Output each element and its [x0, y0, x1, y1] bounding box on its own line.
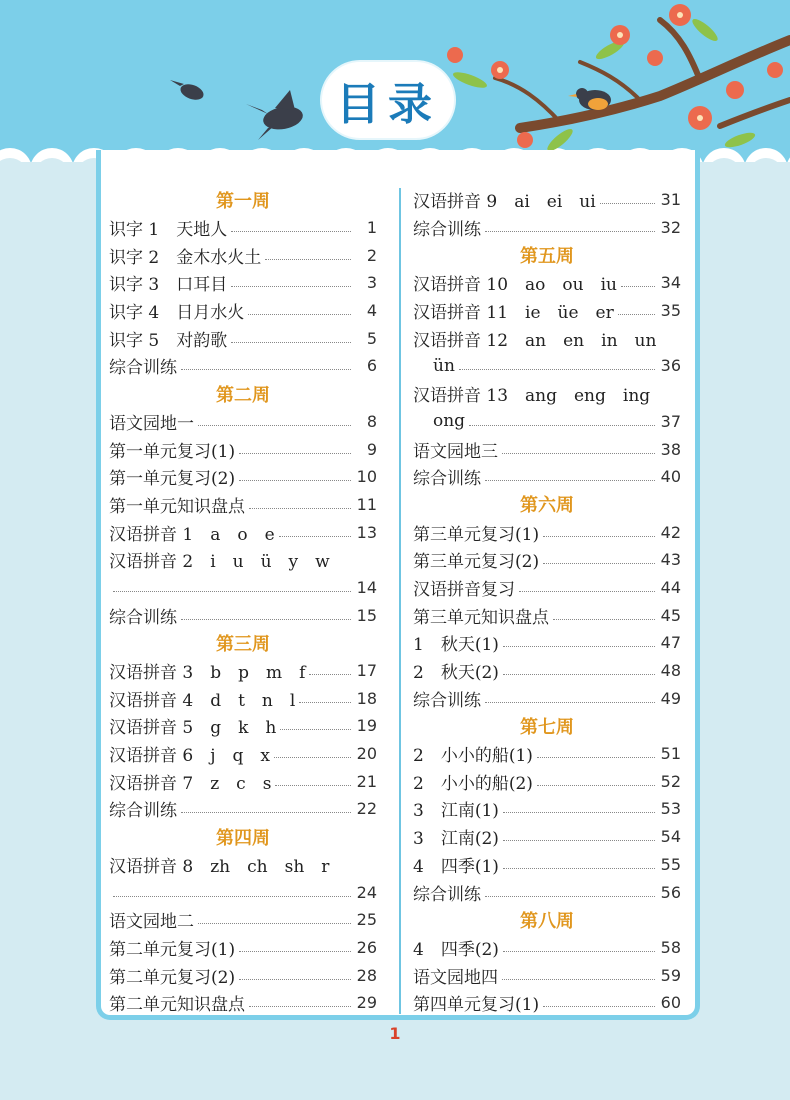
toc-entry[interactable]	[413, 657, 681, 685]
toc-entry-page: 13	[356, 522, 377, 542]
toc-entry-page: 1	[366, 218, 377, 238]
toc-entry[interactable]	[109, 574, 377, 602]
toc-entry-label: 识字 1 天地人	[109, 220, 228, 241]
toc-entry-page: 42	[660, 522, 681, 542]
toc-entry-label: 第三单元复习(2)	[413, 552, 540, 573]
toc-entry[interactable]	[109, 684, 377, 712]
toc-entry-label: 2 小小的船(1)	[413, 746, 533, 767]
toc-entry-label: 第三单元知识盘点	[413, 607, 549, 628]
dotted-leader	[503, 812, 655, 813]
toc-entry-page: 11	[356, 494, 377, 514]
toc-entry[interactable]	[109, 435, 377, 463]
toc-entry[interactable]	[109, 601, 377, 629]
dotted-leader	[249, 1006, 351, 1007]
dotted-leader	[231, 231, 351, 232]
toc-entry[interactable]	[109, 463, 377, 491]
toc-entry[interactable]	[413, 214, 681, 242]
dotted-leader	[600, 203, 655, 204]
toc-entry-page: 22	[356, 799, 377, 819]
toc-entry-page: 9	[366, 439, 377, 459]
toc-entry-page: 58	[660, 937, 681, 957]
toc-entry-page: 45	[660, 605, 681, 625]
toc-entry[interactable]	[413, 795, 681, 823]
toc-entry-label: 综合训练	[109, 801, 177, 822]
toc-entry[interactable]	[413, 546, 681, 574]
toc-entry-label: 第三单元复习(1)	[413, 524, 540, 545]
dotted-leader	[239, 979, 351, 980]
toc-entry[interactable]	[109, 214, 377, 242]
dotted-leader	[181, 812, 351, 813]
toc-entry[interactable]	[109, 269, 377, 297]
toc-entry[interactable]	[413, 989, 681, 1017]
toc-entry-label: 2 小小的船(2)	[413, 773, 533, 794]
toc-entry-label: 3 江南(2)	[413, 829, 499, 850]
toc-entry-page: 43	[660, 550, 681, 570]
dotted-leader	[553, 619, 655, 620]
toc-entry-label: 综合训练	[109, 358, 177, 379]
toc-entry[interactable]	[109, 657, 377, 685]
dotted-leader	[249, 508, 351, 509]
toc-entry-page: 20	[356, 744, 377, 764]
toc-entry[interactable]	[109, 408, 377, 436]
toc-entry[interactable]	[109, 851, 377, 879]
dotted-leader	[248, 314, 351, 315]
dotted-leader	[543, 536, 655, 537]
toc-entry[interactable]	[109, 352, 377, 380]
toc-entry[interactable]	[109, 324, 377, 352]
toc-entry-label: 综合训练	[413, 220, 481, 241]
toc-entry-page: 5	[366, 328, 377, 348]
dotted-leader	[181, 619, 351, 620]
toc-entry-label: 第一单元知识盘点	[109, 496, 245, 517]
dotted-leader	[274, 757, 351, 758]
dotted-leader	[502, 979, 655, 980]
toc-entry-label: 汉语拼音 12 an en in un	[413, 330, 657, 351]
toc-entry-page: 49	[660, 688, 681, 708]
toc-entry[interactable]	[109, 878, 377, 906]
toc-entry-label: 综合训练	[109, 607, 177, 628]
toc-entry-page: 60	[660, 993, 681, 1013]
toc-entry[interactable]	[413, 823, 681, 851]
toc-entry-label: ong	[433, 411, 466, 432]
toc-entry-page: 2	[366, 245, 377, 265]
week-heading-text: 第三周	[216, 633, 270, 655]
dotted-leader	[503, 840, 655, 841]
dotted-leader	[239, 480, 351, 481]
dotted-leader	[537, 785, 655, 786]
toc-entry-page: 53	[660, 799, 681, 819]
toc-entry-label: 汉语拼音复习	[413, 579, 515, 600]
toc-entry-label: 汉语拼音 3 b p m f	[109, 663, 306, 684]
toc-entry-label: 2 秋天(2)	[413, 663, 499, 684]
toc-entry-page: 32	[660, 218, 681, 238]
week-heading-text: 第四周	[216, 827, 270, 849]
toc-entry-label: 语文园地三	[413, 441, 498, 462]
dotted-leader	[469, 425, 655, 426]
toc-entry[interactable]	[413, 269, 681, 297]
toc-entry-page: 17	[356, 661, 377, 681]
dotted-leader	[485, 896, 655, 897]
toc-entry-label: 语文园地二	[109, 912, 194, 933]
toc-entry-label: 第一单元复习(2)	[109, 469, 236, 490]
week-heading	[413, 241, 681, 269]
week-heading-text: 第六周	[520, 495, 574, 517]
toc-entry-label: 第二单元知识盘点	[109, 995, 245, 1016]
toc-entry[interactable]	[109, 934, 377, 962]
toc-entry[interactable]	[109, 546, 377, 574]
dotted-leader	[309, 674, 350, 675]
toc-entry-label: 语文园地一	[109, 413, 194, 434]
toc-entry-label: 汉语拼音 13 ang eng ing	[413, 386, 651, 407]
toc-entry[interactable]	[413, 961, 681, 989]
toc-entry[interactable]	[109, 297, 377, 325]
toc-entry[interactable]	[413, 408, 681, 436]
page-title: 目录	[336, 79, 440, 130]
toc-entry-label: 识字 2 金木水火土	[109, 247, 262, 268]
toc-entry-page: 37	[660, 411, 681, 431]
dotted-leader	[279, 536, 351, 537]
week-heading	[109, 380, 377, 408]
toc-entry-page: 59	[660, 965, 681, 985]
toc-entry[interactable]	[413, 518, 681, 546]
week-heading-text: 第一周	[216, 190, 270, 212]
toc-entry[interactable]	[413, 601, 681, 629]
toc-entry-page: 14	[356, 577, 377, 597]
toc-entry[interactable]	[413, 324, 681, 352]
toc-entry-label: 4 四季(2)	[413, 939, 499, 960]
week-heading	[109, 186, 377, 214]
toc-entry-label: 识字 3 口耳目	[109, 275, 228, 296]
dotted-leader	[485, 231, 655, 232]
week-heading	[413, 491, 681, 519]
toc-entry-page: 10	[356, 467, 377, 487]
toc-entry-page: 15	[356, 605, 377, 625]
toc-entry-label: 汉语拼音 2 i u ü y w	[109, 552, 330, 573]
toc-entry[interactable]	[413, 684, 681, 712]
dotted-leader	[502, 453, 655, 454]
week-heading-text: 第八周	[520, 910, 574, 932]
toc-entry-label: 语文园地四	[413, 967, 498, 988]
toc-entry-page: 47	[660, 633, 681, 653]
toc-entry-page: 26	[356, 937, 377, 957]
toc-entry-page: 28	[356, 965, 377, 985]
toc-entry-page: 4	[366, 301, 377, 321]
toc-entry-page: 44	[660, 577, 681, 597]
toc-entry-label: 综合训练	[413, 884, 481, 905]
toc-entry[interactable]	[109, 906, 377, 934]
dotted-leader	[503, 674, 655, 675]
toc-entry[interactable]	[413, 878, 681, 906]
toc-entry-label: 1 秋天(1)	[413, 635, 499, 656]
toc-entry-label: 汉语拼音 11 ie üe er	[413, 303, 614, 324]
toc-entry-page: 55	[660, 854, 681, 874]
toc-entry-page: 6	[366, 356, 377, 376]
toc-entry[interactable]	[413, 463, 681, 491]
toc-entry-page: 38	[660, 439, 681, 459]
toc-entry[interactable]	[413, 934, 681, 962]
toc-entry-page: 29	[356, 993, 377, 1013]
toc-entry-label: 汉语拼音 4 d t n l	[109, 690, 296, 711]
dotted-leader	[198, 425, 351, 426]
toc-entry-label: 汉语拼音 1 a o e	[109, 524, 275, 545]
dotted-leader	[239, 453, 351, 454]
toc-entry-label: 汉语拼音 6 j q x	[109, 746, 270, 767]
toc-entry-page: 19	[356, 716, 377, 736]
dotted-leader	[503, 951, 655, 952]
dotted-leader	[265, 259, 351, 260]
dotted-leader	[113, 591, 351, 592]
toc-entry-label: 汉语拼音 5 g k h	[109, 718, 277, 739]
title-badge	[322, 62, 454, 138]
toc-entry-page: 3	[366, 273, 377, 293]
toc-entry-page: 35	[660, 301, 681, 321]
toc-left-column	[109, 186, 377, 1017]
dotted-leader	[485, 702, 655, 703]
toc-entry[interactable]	[109, 989, 377, 1017]
dotted-leader	[485, 480, 655, 481]
toc-entry-page: 54	[660, 827, 681, 847]
dotted-leader	[239, 951, 351, 952]
toc-entry[interactable]	[109, 740, 377, 768]
toc-entry-page: 34	[660, 273, 681, 293]
toc-entry[interactable]	[109, 491, 377, 519]
toc-entry-page: 48	[660, 661, 681, 681]
dotted-leader	[275, 785, 350, 786]
week-heading	[413, 712, 681, 740]
toc-entry[interactable]	[413, 186, 681, 214]
toc-entry-label: 识字 4 日月水火	[109, 303, 245, 324]
week-heading	[109, 823, 377, 851]
dotted-leader	[503, 868, 655, 869]
toc-entry[interactable]	[109, 795, 377, 823]
toc-entry-page: 51	[660, 744, 681, 764]
toc-entry[interactable]	[413, 435, 681, 463]
toc-entry-label: 汉语拼音 7 z c s	[109, 773, 272, 794]
toc-entry-label: 识字 5 对韵歌	[109, 330, 228, 351]
toc-entry-page: 52	[660, 771, 681, 791]
toc-entry-label: 综合训练	[413, 690, 481, 711]
toc-entry-label: 第二单元复习(2)	[109, 967, 236, 988]
dotted-leader	[280, 729, 350, 730]
week-heading-text: 第七周	[520, 716, 574, 738]
toc-entry-label: 综合训练	[413, 469, 481, 490]
toc-entry[interactable]	[413, 767, 681, 795]
dotted-leader	[459, 369, 655, 370]
dotted-leader	[231, 342, 351, 343]
page-number: 1	[389, 1024, 401, 1043]
toc-right-column	[413, 186, 681, 1017]
week-heading	[413, 906, 681, 934]
toc-entry-page: 8	[366, 411, 377, 431]
toc-entry[interactable]	[413, 740, 681, 768]
dotted-leader	[537, 757, 655, 758]
dotted-leader	[618, 314, 655, 315]
week-heading-text: 第五周	[520, 246, 574, 268]
toc-entry-page: 18	[356, 688, 377, 708]
dotted-leader	[113, 896, 351, 897]
week-heading	[109, 629, 377, 657]
toc-entry-label: 第二单元复习(1)	[109, 939, 236, 960]
toc-entry[interactable]	[413, 851, 681, 879]
toc-entry-page: 21	[356, 771, 377, 791]
dotted-leader	[181, 369, 351, 370]
toc-entry[interactable]	[109, 767, 377, 795]
toc-entry-label: 汉语拼音 8 zh ch sh r	[109, 856, 330, 877]
toc-entry[interactable]	[413, 297, 681, 325]
column-divider	[399, 188, 401, 1014]
toc-entry-label: 汉语拼音 10 ao ou iu	[413, 275, 617, 296]
dotted-leader	[198, 923, 351, 924]
toc-entry-label: 汉语拼音 9 ai ei ui	[413, 192, 596, 213]
week-heading-text: 第二周	[216, 384, 270, 406]
toc-entry-page: 36	[660, 356, 681, 376]
dotted-leader	[519, 591, 655, 592]
toc-entry[interactable]	[109, 961, 377, 989]
dotted-leader	[543, 1006, 655, 1007]
dotted-leader	[621, 286, 655, 287]
toc-entry-label: ün	[433, 355, 455, 376]
toc-entry[interactable]	[109, 241, 377, 269]
toc-entry-page: 25	[356, 910, 377, 930]
dotted-leader	[503, 646, 655, 647]
toc-entry-page: 56	[660, 882, 681, 902]
toc-entry[interactable]	[109, 518, 377, 546]
dotted-leader	[543, 563, 655, 564]
toc-entry-label: 第一单元复习(1)	[109, 441, 236, 462]
toc-entry[interactable]	[413, 352, 681, 380]
toc-entry-label: 4 四季(1)	[413, 856, 499, 877]
toc-entry[interactable]	[413, 380, 681, 408]
toc-entry[interactable]	[413, 574, 681, 602]
toc-entry-page: 31	[660, 190, 681, 210]
toc-entry-page: 40	[660, 467, 681, 487]
toc-entry[interactable]	[109, 712, 377, 740]
toc-entry-label: 3 江南(1)	[413, 801, 499, 822]
dotted-leader	[299, 702, 350, 703]
toc-entry-page: 24	[356, 882, 377, 902]
dotted-leader	[231, 286, 351, 287]
toc-entry-label: 第四单元复习(1)	[413, 995, 540, 1016]
toc-entry[interactable]	[413, 629, 681, 657]
